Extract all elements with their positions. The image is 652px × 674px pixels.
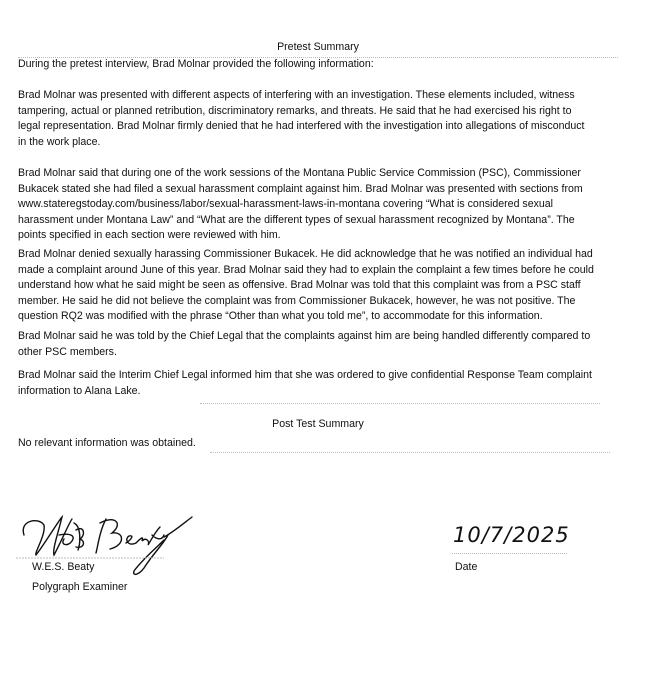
paragraph-interim-chief-legal: Brad Molnar said the Interim Chief Legal informed him that she was ordered to give confidential Response Team complaint information to Alana Lake. bbox=[18, 369, 592, 397]
posttest-text: No relevant information was obtained. bbox=[18, 437, 196, 449]
paragraph-interference: Brad Molnar was presented with different aspects of interfering with an investigation. These elements included, witness tampering, actual or planned retribution, discriminatory remarks, and threats. He said that he had exercised his right to legal representation. Brad Molnar firmly denied that he had interfered with the investigation into allegations of misconduct in the work place. bbox=[18, 89, 585, 148]
examiner-name: W.E.S. Beaty bbox=[32, 561, 95, 573]
paragraph-complaint: Brad Molnar said that during one of the work sessions of the Montana Public Service Commission (PSC), Commissioner Bukacek stated she had filed a sexual harassment complaint against him. Brad Molnar was presented with sections from www.stateregstoday.com/business/labor/sexual-harassment-laws-in-montana covering “What is considered sexual harassment under Montana Law” and “What are the different types of sexual harassment recognized by Montana”. The points specified in each section were reviewed with him. bbox=[18, 167, 583, 241]
pretest-intro: During the pretest interview, Brad Molnar provided the following information: bbox=[18, 58, 374, 70]
examiner-title: Polygraph Examiner bbox=[32, 581, 128, 593]
paragraph-denial: Brad Molnar denied sexually harassing Commissioner Bukacek. He did acknowledge that he was notified an individual had made a complaint around June of this year. Brad Molnar said they had to explain the complaint a few times before he could understand how what he said might be seen as offensive. Brad Molnar was told that this complaint was from a PSC staff member. He said he did not believe the complaint was from Commissioner Bukacek, however, he was not positive. The question RQ2 was modified with the phrase “Other than what you told me”, to accommodate for this information. bbox=[18, 248, 594, 322]
handwritten-date: 10/7/2025 bbox=[453, 523, 570, 547]
date-label: Date bbox=[455, 561, 478, 573]
posttest-heading: Post Test Summary bbox=[272, 418, 364, 430]
paragraph-chief-legal: Brad Molnar said he was told by the Chief Legal that the complaints against him are being handled differently compared to other PSC members. bbox=[18, 330, 591, 358]
pretest-heading: Pretest Summary bbox=[277, 41, 359, 53]
